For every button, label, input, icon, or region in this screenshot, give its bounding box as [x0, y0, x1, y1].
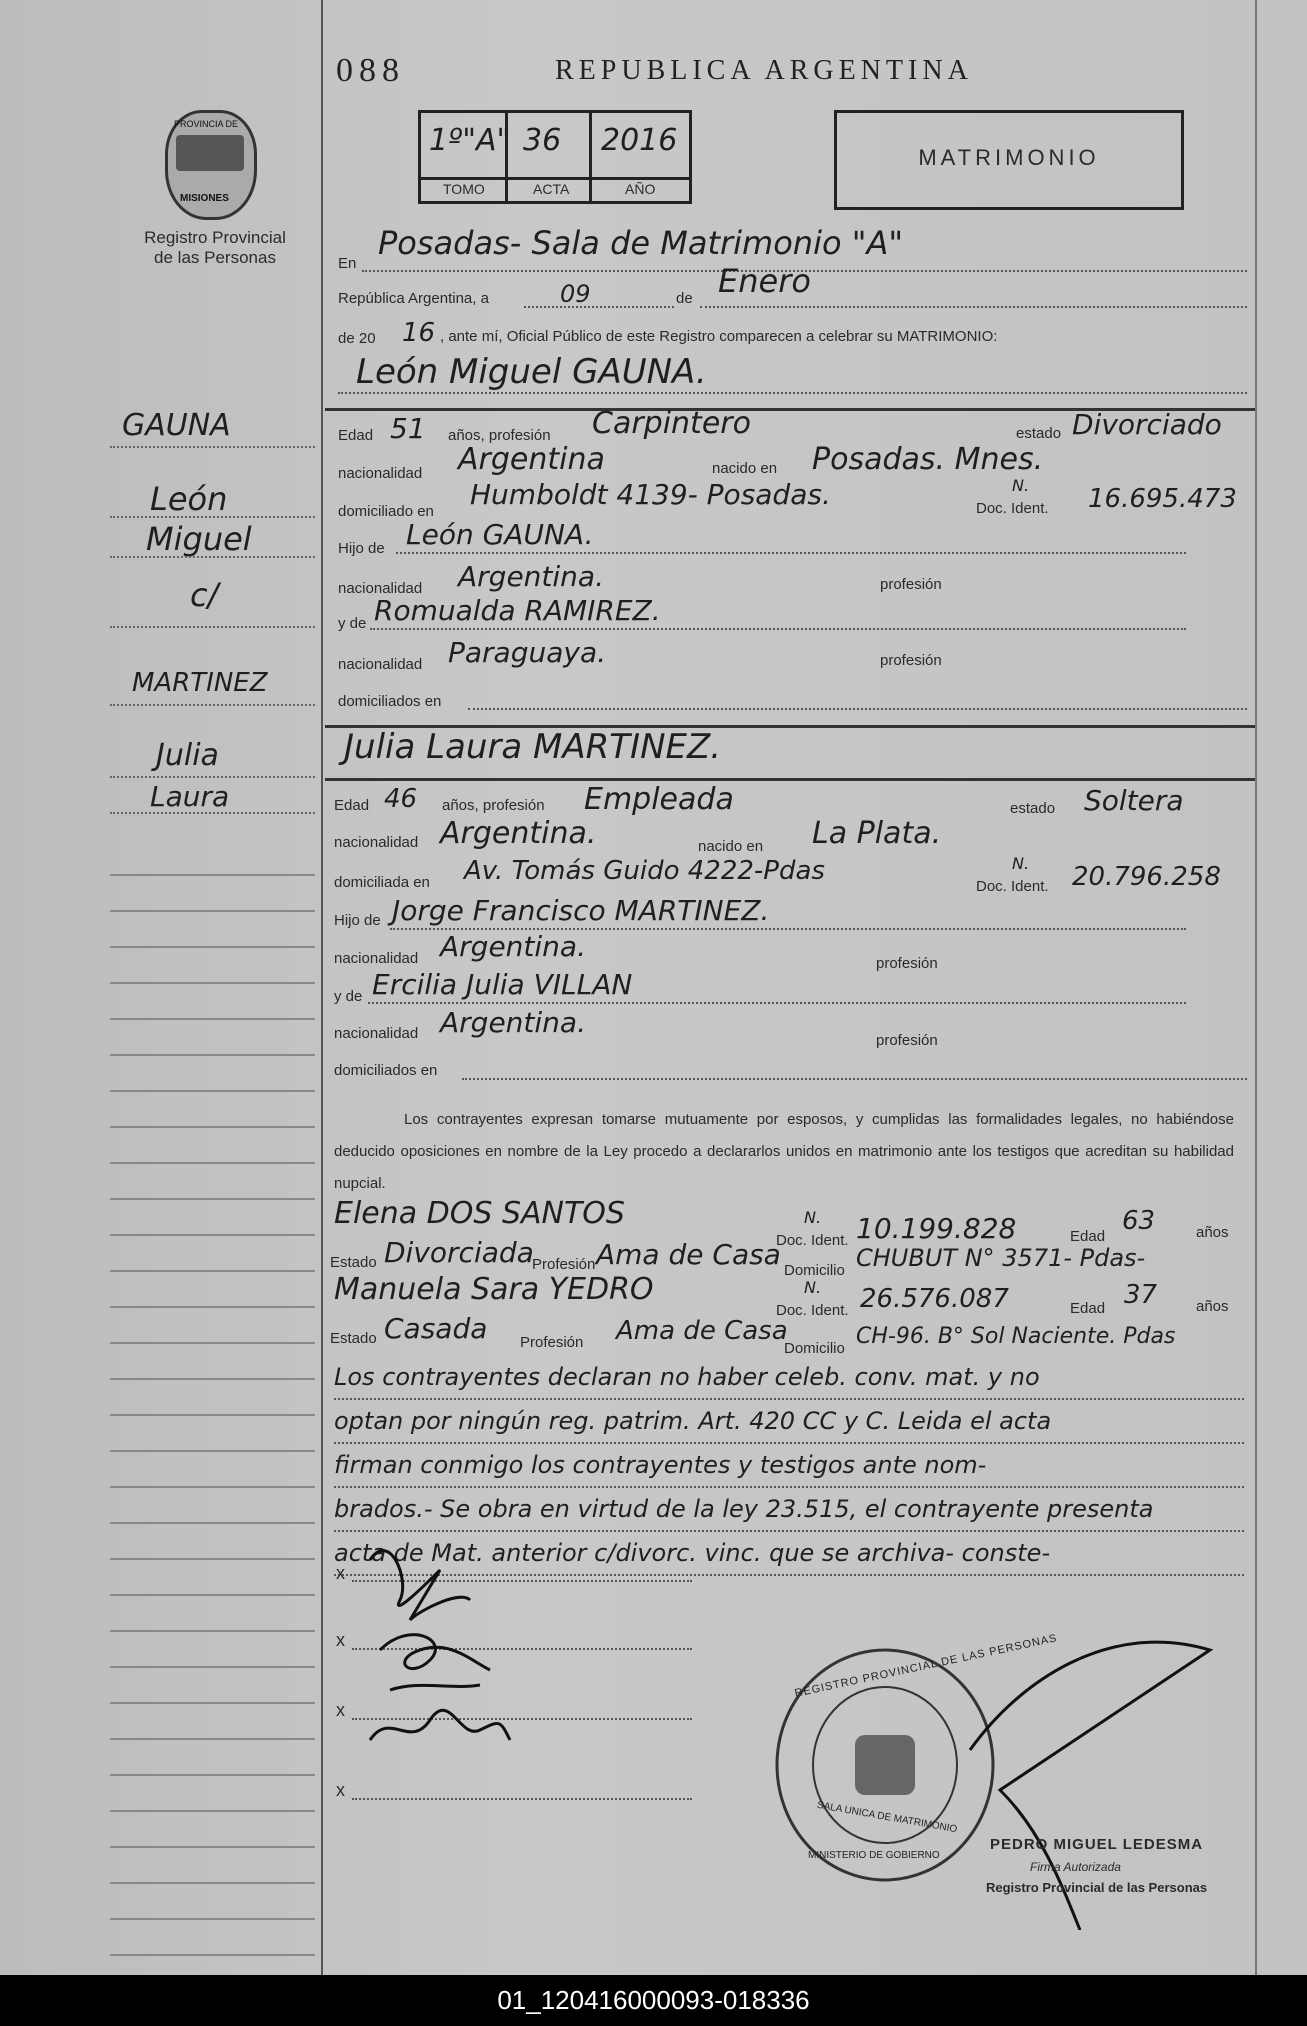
- groom-estado: Divorciado: [1072, 408, 1222, 441]
- bride-estado: Soltera: [1084, 784, 1184, 817]
- republica-label: República Argentina, a: [338, 290, 489, 307]
- groom-nacido-label: nacido en: [712, 460, 778, 477]
- witness1-estado-label: Estado: [330, 1254, 377, 1271]
- groom-madre: Romualda RAMIREZ.: [374, 594, 661, 627]
- groom-padre-nac: Argentina.: [458, 560, 604, 593]
- tomo-acta-anio-box: [418, 110, 692, 204]
- groom-doc-n: N.: [1012, 476, 1030, 495]
- anio-label: AÑO: [625, 181, 656, 197]
- bride-padre-prof-label: profesión: [876, 955, 938, 972]
- margin-line: [110, 516, 315, 518]
- margin-groom-name2: Miguel: [146, 520, 252, 558]
- margin-divider: [321, 0, 323, 1975]
- witness1-domicilio: CHUBUT N° 3571- Pdas-: [856, 1244, 1146, 1272]
- witness1-profesion: Ama de Casa: [596, 1238, 781, 1271]
- groom-doc-label: Doc. Ident.: [976, 500, 1049, 517]
- bride-madre-line: [368, 1002, 1186, 1004]
- seal-top-text: PROVINCIA DE: [174, 119, 239, 129]
- groom-full-name: León Miguel GAUNA.: [356, 352, 707, 392]
- declaration-text: Los contrayentes expresan tomarse mutuamente por esposos, y cumplidas las formalidades legales, no habiéndose deducido oposiciones en nombre de la Ley procedo a declararlos unidos en matrimonio ante los testigos que acreditan su habilidad nupcial.: [334, 1111, 1234, 1192]
- groom-hijo-label: Hijo de: [338, 540, 385, 557]
- bride-section-rule: [325, 778, 1255, 781]
- bride-nac-label: nacionalidad: [334, 834, 419, 851]
- bride-domiciliados-line: [462, 1078, 1247, 1080]
- bride-padre-nac: Argentina.: [440, 930, 586, 963]
- bride-profesion-label: años, profesión: [442, 797, 545, 814]
- witness2-profesion-label: Profesión: [520, 1334, 584, 1351]
- margin-with: c/: [190, 576, 219, 614]
- signature-mark-4: x: [336, 1780, 345, 1800]
- country-title: REPUBLICA ARGENTINA: [555, 55, 973, 86]
- margin-bride-name2: Laura: [150, 780, 230, 813]
- stamp-inner-text: SALA UNICA DE MATRIMONIO: [816, 1799, 958, 1836]
- groom-madre-line: [370, 628, 1186, 630]
- bride-domicilio-label: domiciliada en: [334, 874, 430, 891]
- bride-profesion: Empleada: [584, 782, 734, 817]
- margin-groom-surname: GAUNA: [122, 408, 231, 443]
- bride-nacido: La Plata.: [812, 816, 942, 851]
- margin-ruled-lines: [110, 840, 315, 1960]
- tomo-label: TOMO: [443, 181, 485, 197]
- witness1-edad-label: Edad: [1070, 1228, 1106, 1245]
- page-edge: [1255, 0, 1257, 1975]
- bride-hijo-label: Hijo de: [334, 912, 381, 929]
- bride-doc: 20.796.258: [1072, 862, 1221, 892]
- bride-nacido-label: nacido en: [698, 838, 764, 855]
- groom-domiciliados-label: domiciliados en: [338, 693, 442, 710]
- groom-madre-nac-label: nacionalidad: [338, 656, 423, 673]
- en-label: En: [338, 255, 357, 272]
- registry-name-line1: Registro Provincial: [144, 228, 286, 247]
- witness2-estado: Casada: [384, 1312, 488, 1345]
- witness2-anios-label: años: [1196, 1298, 1229, 1315]
- place-value: Posadas- Sala de Matrimonio "A": [378, 224, 904, 262]
- bride-domiciliados-label: domiciliados en: [334, 1062, 438, 1079]
- groom-doc: 16.695.473: [1088, 484, 1237, 514]
- matrimonio-box: [834, 110, 1184, 210]
- groom-padre-line: [396, 552, 1186, 554]
- groom-madre-nac: Paraguaya.: [448, 636, 607, 669]
- groom-madre-prof-label: profesión: [880, 652, 942, 669]
- bride-madre-nac: Argentina.: [440, 1006, 586, 1039]
- official-name: PEDRO MIGUEL LEDESMA: [990, 1836, 1204, 1853]
- witness1-domicilio-label: Domicilio: [784, 1262, 845, 1279]
- witness2-edad: 37: [1124, 1280, 1158, 1310]
- anio-value: 2016: [601, 123, 678, 158]
- bride-estado-label: estado: [1010, 800, 1056, 817]
- margin-line: [110, 812, 315, 814]
- witness1-name: Elena DOS SANTOS: [334, 1196, 625, 1231]
- groom-padre-nac-label: nacionalidad: [338, 580, 423, 597]
- witness2-doc: 26.576.087: [860, 1284, 1009, 1314]
- witness1-doc: 10.199.828: [856, 1212, 1017, 1245]
- witness2-edad-label: Edad: [1070, 1300, 1106, 1317]
- day-value: 09: [560, 280, 591, 308]
- witness2-estado-label: Estado: [330, 1330, 377, 1347]
- groom-domicilio: Humboldt 4139- Posadas.: [470, 478, 831, 511]
- province-seal-icon: [165, 110, 257, 220]
- groom-edad: 51: [390, 412, 426, 445]
- margin-line: [110, 446, 315, 448]
- groom-domiciliados-line: [468, 708, 1247, 710]
- witness2-doc-label: Doc. Ident.: [776, 1302, 849, 1319]
- note-line-5: acta de Mat. anterior c/divorc. vinc. que se archiva- conste-: [334, 1532, 1244, 1576]
- signature-line-4: [352, 1798, 692, 1800]
- registry-name-line2: de las Personas: [154, 248, 276, 267]
- bride-nacionalidad: Argentina.: [440, 816, 597, 851]
- witness2-domicilio: CH-96. B° Sol Naciente. Pdas: [856, 1324, 1176, 1349]
- intro-text: , ante mí, Oficial Público de este Registro comparecen a celebrar su MATRIMONIO:: [440, 328, 998, 345]
- margin-line: [110, 556, 315, 558]
- witness1-anios-label: años: [1196, 1224, 1229, 1241]
- bride-doc-label: Doc. Ident.: [976, 878, 1049, 895]
- bride-domicilio: Av. Tomás Guido 4222-Pdas: [464, 856, 825, 886]
- year-suffix: 16: [402, 318, 436, 348]
- bride-padre-nac-label: nacionalidad: [334, 950, 419, 967]
- signature-mark-2: x: [336, 1630, 345, 1650]
- official-office: Registro Provincial de las Personas: [986, 1880, 1208, 1895]
- witness1-doc-n: N.: [804, 1208, 822, 1227]
- groom-profesion: Carpintero: [592, 406, 751, 441]
- matrimonio-title: MATRIMONIO: [918, 145, 1100, 170]
- signatures-graphic: [350, 1520, 550, 1770]
- witness2-domicilio-label: Domicilio: [784, 1340, 845, 1357]
- groom-nacionalidad: Argentina: [458, 442, 605, 477]
- margin-groom-name1: León: [150, 480, 228, 518]
- groom-estado-label: estado: [1016, 425, 1062, 442]
- margin-line: [110, 704, 315, 706]
- note-line-1: Los contrayentes declaran no haber celeb. conv. mat. y no: [334, 1356, 1244, 1400]
- note-line-2: optan por ningún reg. patrim. Art. 420 CC y C. Leida el acta: [334, 1400, 1244, 1444]
- groom-padre-prof-label: profesión: [880, 576, 942, 593]
- document-id-footer: 01_120416000093-018336: [0, 1975, 1307, 2026]
- bride-madre-nac-label: nacionalidad: [334, 1025, 419, 1042]
- witness1-estado: Divorciada: [384, 1236, 534, 1269]
- bride-y-de-label: y de: [334, 988, 363, 1005]
- signature-mark-3: x: [336, 1700, 345, 1720]
- witness1-profesion-label: Profesión: [532, 1256, 596, 1273]
- month-value: Enero: [718, 262, 811, 300]
- witness2-name: Manuela Sara YEDRO: [334, 1272, 654, 1307]
- margin-bride-surname: MARTINEZ: [132, 668, 268, 698]
- bride-edad: 46: [384, 784, 418, 814]
- groom-y-de-label: y de: [338, 615, 367, 632]
- acta-value: 36: [523, 123, 562, 158]
- stamp-bottom-text: MINISTERIO DE GOBIERNO: [808, 1850, 940, 1861]
- bride-doc-n: N.: [1012, 854, 1030, 873]
- margin-line: [110, 626, 315, 628]
- year-prefix: de 20: [338, 330, 376, 347]
- bride-madre: Ercilia Julia VILLAN: [372, 968, 633, 1001]
- witness2-doc-n: N.: [804, 1278, 822, 1297]
- bride-padre: Jorge Francisco MARTINEZ.: [392, 894, 770, 927]
- registry-name: [120, 228, 310, 268]
- official-role: Firma Autorizada: [1030, 1860, 1121, 1874]
- margin-bride-name1: Julia: [156, 738, 219, 773]
- witness1-edad: 63: [1122, 1206, 1156, 1236]
- stamp-ring-text: REGISTRO PROVINCIAL DE LAS PERSONAS: [793, 1632, 1059, 1700]
- note-line-4: brados.- Se obra en virtud de la ley 23.515, el contrayente presenta: [334, 1488, 1244, 1532]
- groom-profesion-label: años, profesión: [448, 427, 551, 444]
- bride-madre-prof-label: profesión: [876, 1032, 938, 1049]
- form-number: 088: [336, 52, 405, 89]
- acta-label: ACTA: [533, 181, 570, 197]
- groom-padre: León GAUNA.: [406, 518, 594, 551]
- month-line: [700, 306, 1247, 308]
- witness1-doc-label: Doc. Ident.: [776, 1232, 849, 1249]
- seal-bottom-text: MISIONES: [180, 193, 229, 204]
- groom-nacido: Posadas. Mnes.: [812, 442, 1044, 477]
- groom-domicilio-label: domiciliado en: [338, 503, 434, 520]
- note-line-3: firman conmigo los contrayentes y testigos ante nom-: [334, 1444, 1244, 1488]
- groom-name-line: [338, 392, 1247, 394]
- bride-full-name: Julia Laura MARTINEZ.: [344, 727, 722, 767]
- day-line: [524, 306, 674, 308]
- bride-edad-label: Edad: [334, 797, 370, 814]
- witness2-profesion: Ama de Casa: [616, 1316, 788, 1346]
- tomo-value: 1º"A": [429, 123, 511, 158]
- de-label: de: [676, 290, 693, 307]
- groom-nac-label: nacionalidad: [338, 465, 423, 482]
- margin-line: [110, 776, 315, 778]
- groom-edad-label: Edad: [338, 427, 374, 444]
- signature-mark-1: x: [336, 1563, 345, 1583]
